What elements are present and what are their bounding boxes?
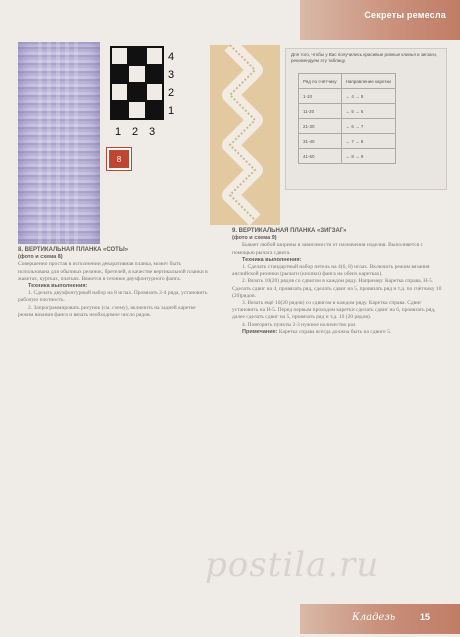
section-9-step: 2. Вязать 10(20) рядов со сдвигом в каждом ряду. Например: Каретка справа, Н-5. Сделать сдвиг на 4, провязать ряд, сделать сдвиг на 5, провязать ряд и т.д. по счётчику 10 (20)рядов. <box>232 278 442 299</box>
scheme-cell <box>146 47 163 65</box>
section-9-step: 3. Вязать ещё 10(20 рядов) со сдвигом в каждом ряду. Каретка справа. Сдвиг установить на Н-5. Перед первым проходом каретки сделать сдвиг на 6, провязать ряд, далее сделать сдвиг на 5, провязать ряд и т.д. 10 (20 рядов). <box>232 300 436 321</box>
scheme-cell <box>146 83 163 101</box>
section-9-note <box>232 329 442 336</box>
section-9-title: 9. ВЕРТИКАЛЬНАЯ ПЛАНКА «ЗИГЗАГ» <box>232 228 347 234</box>
scheme-row-number: 1 <box>168 105 175 117</box>
page-number: 15 <box>420 612 431 622</box>
scheme-row-number: 4 <box>168 51 175 63</box>
section-9-technique-label: Техника выполнения: <box>242 256 302 263</box>
scheme-col-number: 2 <box>132 126 139 138</box>
table-cell: 1-10 <box>299 89 342 104</box>
shift-table <box>298 73 396 164</box>
scheme-row-number: 2 <box>168 87 175 99</box>
table-header-cell: Направление каретки <box>341 74 395 89</box>
table-row <box>299 119 396 134</box>
table-cell: ← 7 → 8 <box>341 134 395 149</box>
section-8-text <box>18 247 208 319</box>
section-8-intro: Совершенно простая в исполнении декоративная планка, может быть использована для обычных резинок, бретелей, в качестве вертикальной планки в жакетах, куртках, платьях. Вяжется в технике двухфонтурного фанга. <box>18 261 208 282</box>
section-8-step: 1. Сделать двухфонтурный набор на 8 иглах. Провязать 2-4 ряда, установить рабочую плотность. <box>18 290 208 304</box>
scheme-cell <box>146 101 163 119</box>
scheme-cell <box>111 101 128 119</box>
watermark: postila.ru <box>205 545 380 585</box>
scheme-col-number: 3 <box>149 126 156 138</box>
scheme-cell <box>111 83 128 101</box>
table-cell: 31-40 <box>299 134 342 149</box>
table-cell: 11-20 <box>299 104 342 119</box>
scheme-cell <box>111 65 128 83</box>
section-8-title: 8. ВЕРТИКАЛЬНАЯ ПЛАНКА «СОТЫ» <box>18 247 129 253</box>
header-band <box>300 0 460 40</box>
section-9-subtitle: (фото и схема 9) <box>232 235 277 242</box>
honeycomb-knit-photo <box>18 42 100 244</box>
table-header-cell: Ряд по счётчику <box>299 74 342 89</box>
table-row <box>299 134 396 149</box>
shift-table-box <box>285 48 447 190</box>
scheme-col-number: 1 <box>115 126 122 138</box>
table-header-row <box>299 74 396 89</box>
table-row <box>299 104 396 119</box>
pattern-scheme-grid <box>110 46 164 120</box>
zigzag-icon <box>210 45 280 225</box>
scheme-cell <box>128 65 145 83</box>
table-cell: ← 5 → 6 <box>341 104 395 119</box>
scheme-cell <box>146 65 163 83</box>
note-text: Каретка справа всегда должна быть на сдвиге 5. <box>278 328 392 335</box>
table-cell: ← 4 → 5 <box>341 89 395 104</box>
table-cell: ← 8 → 9 <box>341 149 395 164</box>
figure-8-badge: 8 <box>107 148 131 170</box>
scheme-cell <box>128 83 145 101</box>
section-9-text <box>232 228 442 336</box>
table-row <box>299 149 396 164</box>
scheme-row-number: 3 <box>168 69 175 81</box>
section-8-technique-label: Техника выполнения: <box>28 283 88 290</box>
table-row <box>299 89 396 104</box>
zigzag-knit-photo <box>210 45 280 225</box>
section-8-step: 2. Запрограммировать рисунок (см. схему), включить на задней каретке режим вязания фанга и вязать необходимое число рядов. <box>18 304 196 318</box>
scheme-cell <box>128 101 145 119</box>
header-title: Секреты ремесла <box>364 10 446 20</box>
table-cell: ← 6 → 7 <box>341 119 395 134</box>
section-9-step: 4. Повторить пункты 2-3 нужное количество раз. <box>242 321 357 328</box>
table-cell: 41-50 <box>299 149 342 164</box>
scheme-cell <box>128 47 145 65</box>
table-cell: 21-30 <box>299 119 342 134</box>
scheme-cell <box>111 47 128 65</box>
section-9-intro: Бывает любой ширины в зависимости от назначения изделия. Выполняется с помощью рычага сдвига. <box>232 242 423 256</box>
note-label: Примечание: <box>242 328 278 335</box>
section-9-step: 1. Сделать стандартный набор петель на 4(6, 8) иглах. Включить режим вязания английской резинки (рычаги (кнопки) фанга на обеих каретках). <box>232 264 430 278</box>
footer-brand: Кладезь <box>352 612 396 623</box>
table-intro: Для того, чтобы у Вас получились красивые ровные клинья и зигзаги, рекомендуем эту таблицу. <box>291 52 437 63</box>
section-8-subtitle: (фото и схема 8) <box>18 254 63 261</box>
